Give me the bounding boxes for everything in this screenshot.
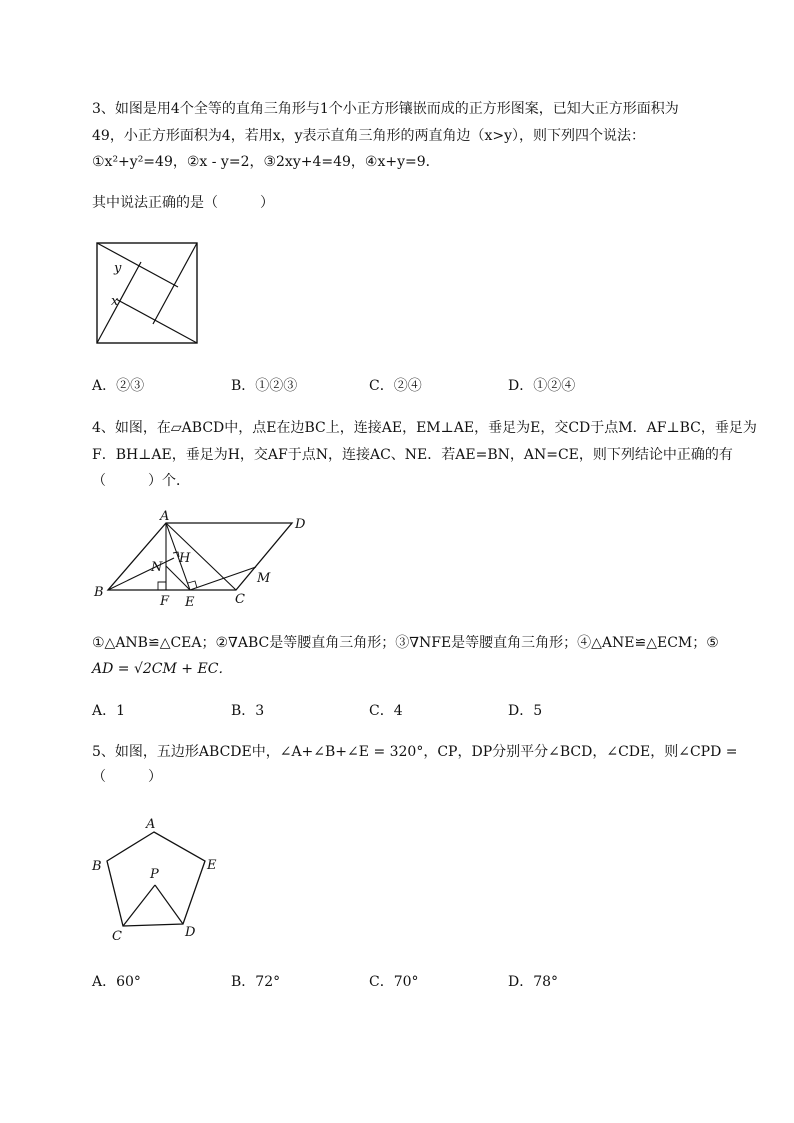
q3-option-c[interactable]: C．②④: [369, 378, 422, 394]
q5-label-c: C: [112, 929, 122, 944]
q3-option-d[interactable]: D．①②④: [508, 378, 576, 394]
q3-question: 其中说法正确的是（ ）: [92, 195, 274, 211]
q4-stem-line-1: 4、如图，在▱ABCD中，点E在边BC上，连接AE，EM⊥AE，垂足为E，交CD于点M．AF⊥BC，垂足为: [92, 420, 757, 436]
q3-stem-line-3: ①x²+y²=49，②x - y=2，③2xy+4=49，④x+y=9．: [92, 154, 440, 170]
q4-option-a[interactable]: A．1: [92, 703, 126, 719]
q4-option-c[interactable]: C．4: [369, 703, 403, 719]
q4-label-n: N: [151, 560, 163, 575]
q5-label-p: P: [150, 867, 159, 882]
q3-stem-line-2: 49，小正方形面积为4，若用x，y表示直角三角形的两直角边（x>y），则下列四个说法：: [92, 128, 646, 144]
q4-stem-line-2: F．BH⊥AE，垂足为H，交AF于点N，连接AC、NE．若AE=BN，AN=CE，则下列结论中正确的有: [92, 447, 733, 463]
q4-label-m: M: [257, 571, 271, 586]
q5-label-e: E: [207, 858, 217, 873]
q4-label-a: A: [160, 509, 170, 524]
q4-statements-line-1: ①△ANB≌△CEA；②∇ABC是等腰直角三角形；③∇NFE是等腰直角三角形；④△ANE≌△ECM；⑤: [92, 635, 719, 651]
q5-label-a: A: [146, 817, 156, 832]
q5-option-d[interactable]: D．78°: [508, 974, 559, 990]
q4-label-c: C: [235, 592, 245, 607]
q4-option-d[interactable]: D．5: [508, 703, 543, 719]
q4-stem-line-3: （ ）个．: [92, 473, 190, 489]
q4-label-e: E: [185, 595, 195, 610]
q4-statements-line-2: AD = √2CM + EC．: [92, 661, 233, 677]
q4-label-d: D: [295, 517, 306, 532]
q3-option-a[interactable]: A．②③: [92, 378, 145, 394]
q4-label-h: H: [179, 551, 191, 566]
q3-pinwheel-figure: [92, 238, 202, 348]
q3-option-b[interactable]: B．①②③: [231, 378, 298, 394]
q4-parallelogram-figure: [90, 508, 320, 613]
q4-option-b[interactable]: B．3: [231, 703, 265, 719]
q3-stem-line-1: 3、如图是用4个全等的直角三角形与1个小正方形镶嵌而成的正方形图案，已知大正方形面积为: [92, 101, 679, 117]
q5-stem-line-2: （ ）: [92, 769, 162, 785]
q5-pentagon-figure: [88, 812, 228, 947]
q5-option-b[interactable]: B．72°: [231, 974, 281, 990]
q5-option-c[interactable]: C．70°: [369, 974, 419, 990]
q5-stem-line-1: 5、如图，五边形ABCDE中，∠A+∠B+∠E = 320°，CP，DP分别平分∠BCD，∠CDE，则∠CPD =: [92, 744, 738, 760]
q3-label-y: y: [114, 261, 122, 276]
q4-label-f: F: [160, 594, 170, 609]
q5-label-d: D: [185, 925, 196, 940]
q3-label-x: x: [111, 294, 119, 309]
q5-option-a[interactable]: A．60°: [92, 974, 141, 990]
q4-label-b: B: [94, 585, 104, 600]
q5-label-b: B: [92, 859, 102, 874]
